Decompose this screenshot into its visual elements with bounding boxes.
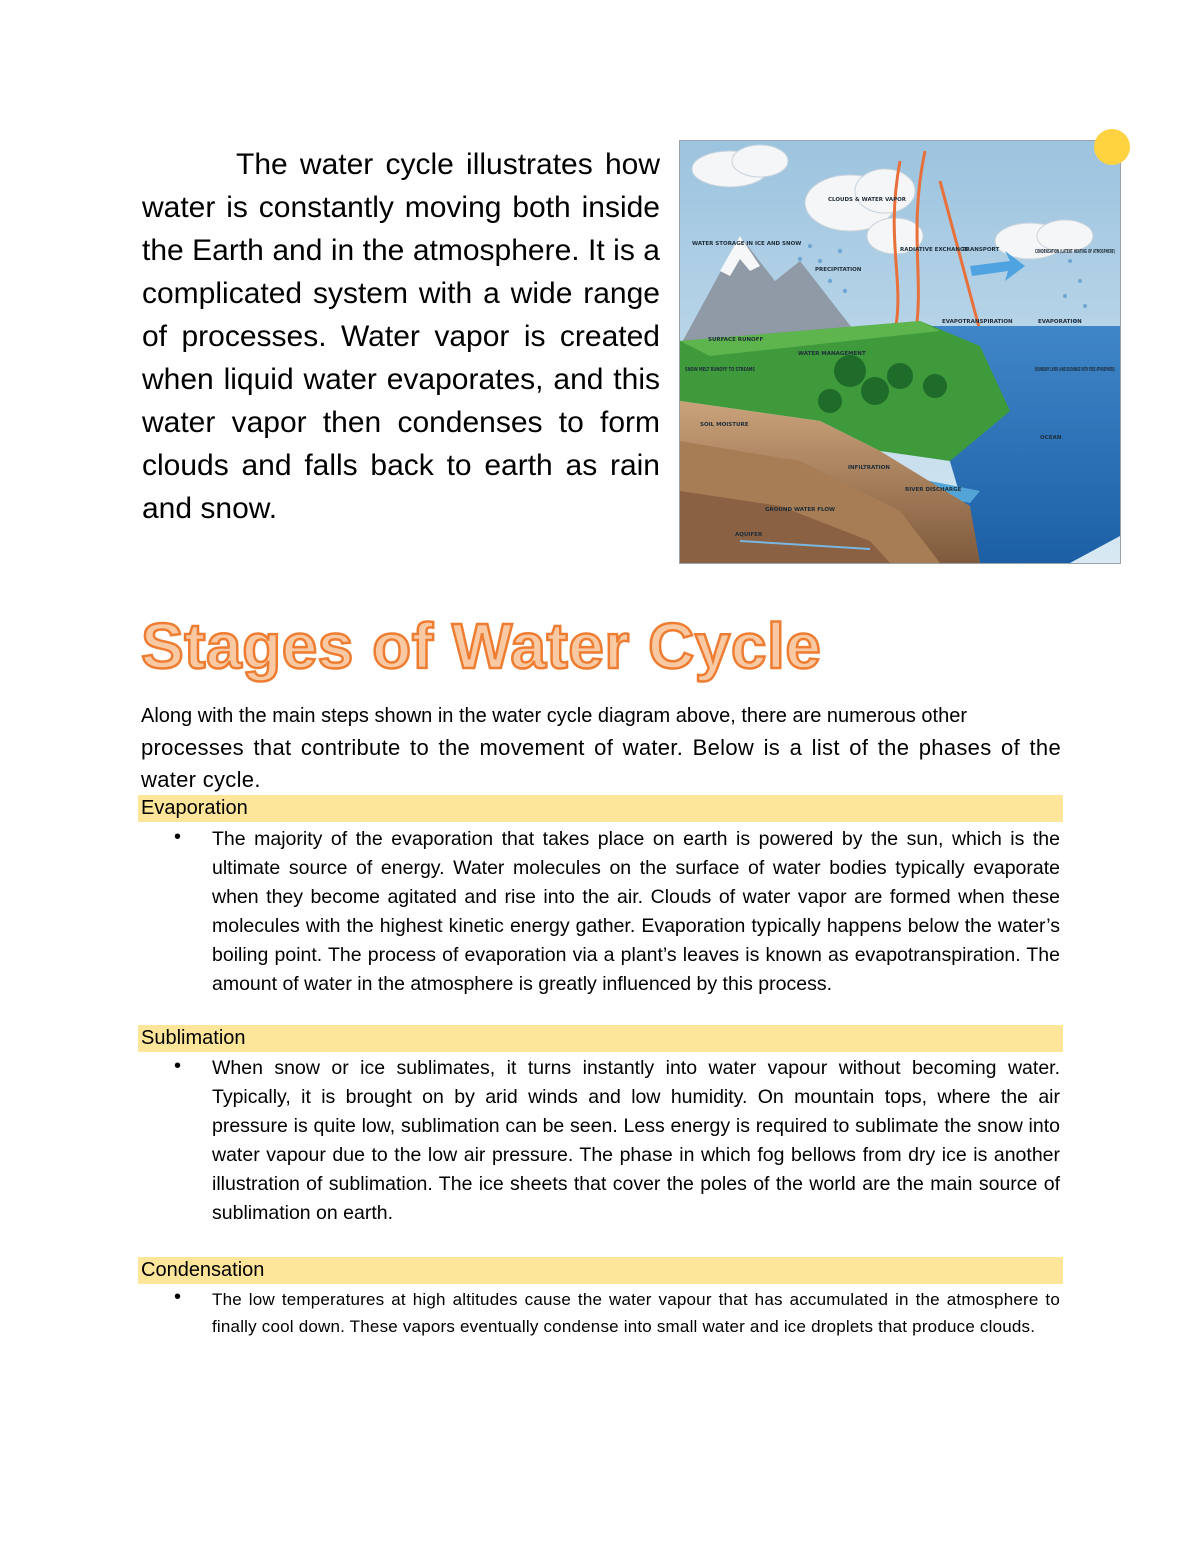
stages-heading: Stages of Water Cycle	[141, 610, 822, 682]
label-soil-moisture: SOIL MOISTURE	[700, 422, 749, 428]
section-heading-condensation: Condensation	[138, 1257, 1063, 1284]
label-evaporation: EVAPORATION	[1038, 319, 1082, 325]
section-text-evaporation: The majority of the evaporation that takes place on earth is powered by the sun, which is the ultimate source of energy. Water molecules on the surface of water bodies typically evaporate when they become agitated and rise into the air. Clouds of water vapor are formed when these molecules with the highest kinetic energy gather. Evaporation typically happens below the water’s boiling point. The process of evaporation via a plant’s leaves is known as evapotranspiration. The amount of water in the atmosphere is greatly influenced by this process.	[212, 828, 1060, 995]
section-text-condensation: The low temperatures at high altitudes cause the water vapour that has accumulated in the atmosphere to finally cool down. These vapors eventually condense into small water and ice droplets that produce clouds.	[212, 1290, 1060, 1336]
label-transport: TRANSPORT	[962, 247, 1000, 253]
water-cycle-illustration	[680, 141, 1120, 563]
lead-line-1: Along with the main steps shown in the water cycle diagram above, there are numerous other	[141, 705, 967, 727]
lead-line-2: processes that contribute to the movement of water. Below is a list of the phases of the water cycle.	[141, 735, 1061, 792]
label-boundary-layer: BOUNDARY LAYER (AND EXCHANGE WITH FREE ATMOSPHERE)	[1035, 367, 1116, 373]
label-water-management: WATER MANAGEMENT	[798, 351, 866, 357]
label-aquifer: AQUIFER	[735, 532, 763, 538]
bullet-evaporation: •	[174, 826, 182, 848]
bullet-condensation: •	[174, 1286, 182, 1308]
bullet-sublimation: •	[174, 1055, 182, 1077]
label-radiative-exchange: RADIATIVE EXCHANGE	[900, 247, 969, 253]
water-cycle-diagram	[679, 140, 1121, 564]
label-clouds: CLOUDS & WATER VAPOR	[828, 197, 907, 203]
label-ocean: OCEAN	[1040, 435, 1062, 441]
stages-lead-paragraph	[141, 700, 1061, 796]
intro-paragraph: The water cycle illustrates how water is constantly moving both inside the Earth and in the atmosphere. It is a complicated system with a wide range of processes. Water vapor is created when liquid water evaporates, and this water vapor then condenses to form clouds and falls back to earth as rain and snow.	[142, 148, 660, 525]
label-river-discharge: RIVER DISCHARGE	[905, 487, 962, 493]
sun-icon	[1094, 129, 1130, 165]
label-condensation: CONDENSATION (LATENT HEATING OF ATMOSPHERE)	[1035, 249, 1116, 255]
section-heading-sublimation: Sublimation	[138, 1025, 1063, 1052]
label-surface-runoff: SURFACE RUNOFF	[708, 337, 764, 343]
label-infiltration: INFILTRATION	[848, 465, 890, 471]
section-text-sublimation: When snow or ice sublimates, it turns instantly into water vapour without becoming water. Typically, it is brought on by arid winds and low humidity. On mountain tops, where the air pressure is quite low, sublimation can be seen. Less energy is required to sublimate the snow into water vapour due to the low air pressure. The phase in which fog bellows from dry ice is another illustration of sublimation. The ice sheets that cover the poles of the world are the main source of sublimation on earth.	[212, 1057, 1060, 1224]
label-evapotranspiration: EVAPOTRANSPIRATION	[942, 319, 1013, 325]
label-ground-water: GROUND WATER FLOW	[765, 507, 836, 513]
label-water-storage: WATER STORAGE IN ICE AND SNOW	[692, 241, 802, 247]
section-heading-evaporation: Evaporation	[138, 795, 1063, 822]
label-snow-melt: SNOW MELT RUNOFF TO STREAMS	[685, 367, 756, 373]
label-precipitation: PRECIPITATION	[815, 267, 862, 273]
